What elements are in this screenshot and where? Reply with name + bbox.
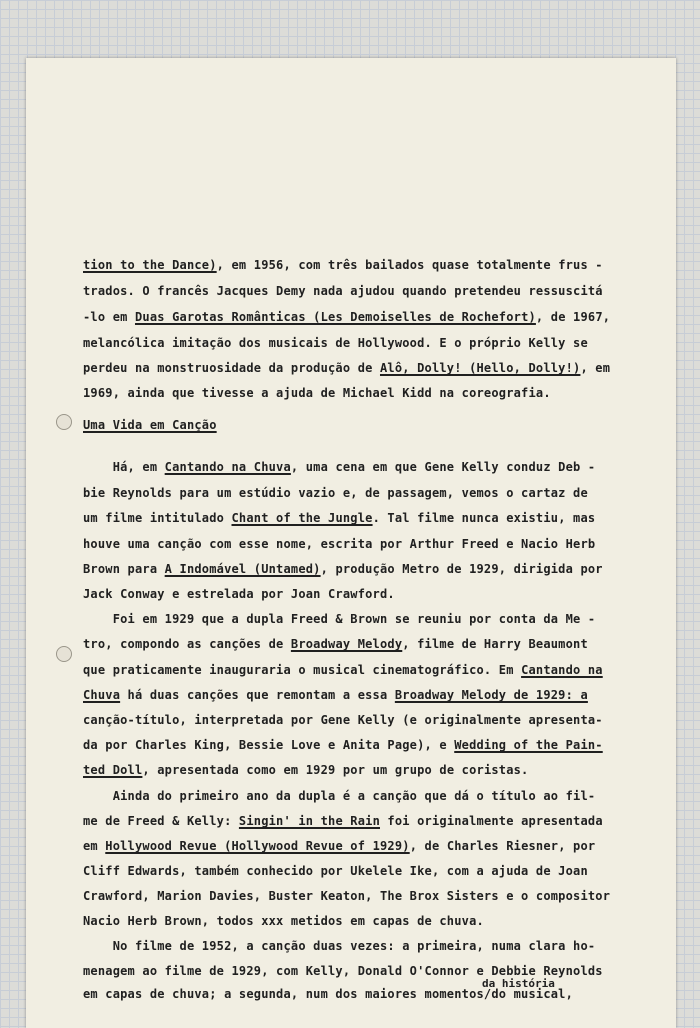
text-line-29: em capas de chuva; a segunda, num dos maiores momentos/do musical, (83, 987, 574, 1001)
text-line-2: trados. O francês Jacques Demy nada ajudou quando pretendeu ressuscitá (83, 284, 603, 298)
underlined-title: Alô, Dolly! (Hello, Dolly!) (379, 361, 581, 375)
text-line-10: um filme intitulado Chant of the Jungle. Tal filme nunca existiu, mas (83, 511, 596, 525)
underlined-title: Cantando na (521, 663, 603, 677)
underlined-title: Broadway Melody de 1929: a (394, 688, 588, 702)
text-line-19: da por Charles King, Bessie Love e Anita Page), e Wedding of the Pain- (83, 738, 603, 752)
text-line-18: canção-título, interpretada por Gene Kelly (e originalmente apresenta- (83, 713, 603, 727)
underlined-title: Wedding of the Pain- (454, 738, 603, 752)
underlined-title: Singin' in the Rain (238, 814, 380, 828)
underlined-title: Broadway Melody (290, 637, 403, 651)
text-line-22: me de Freed & Kelly: Singin' in the Rain foi originalmente apresentada (83, 814, 603, 828)
text-line-12: Brown para A Indomável (Untamed), produção Metro de 1929, dirigida por (83, 562, 603, 576)
underlined-title: Duas Garotas Românticas (Les Demoiselles de Rochefort) (134, 310, 536, 324)
text-line-8: Há, em Cantando na Chuva, uma cena em que Gene Kelly conduz Deb - (83, 460, 596, 474)
text-line-6: 1969, ainda que tivesse a ajuda de Michael Kidd na coreografia. (83, 386, 551, 400)
text-line-16: que praticamente inauguraria o musical cinematográfico. Em Cantando na (83, 663, 603, 677)
text-line-21: Ainda do primeiro ano da dupla é a canção que dá o título ao fil- (83, 789, 596, 803)
underlined-title: Cantando na Chuva (164, 460, 291, 474)
text-line-26: Nacio Herb Brown, todos xxx metidos em capas de chuva. (83, 914, 484, 928)
underlined-title: ted Doll (83, 763, 143, 777)
text-line-20: ted Doll, apresentada como em 1929 por um grupo de coristas. (83, 763, 529, 777)
text-line-9: bie Reynolds para um estúdio vazio e, de passagem, vemos o cartaz de (83, 486, 588, 500)
text-line-28: menagem ao filme de 1929, com Kelly, Donald O'Connor e Debbie Reynolds (83, 964, 603, 978)
section-heading: Uma Vida em Canção (83, 418, 217, 432)
text-line-24: Cliff Edwards, também conhecido por Ukelele Ike, com a ajuda de Joan (83, 864, 588, 878)
text-line-11: houve uma canção com esse nome, escrita por Arthur Freed e Nacio Herb (83, 537, 596, 551)
underlined-title: A Indomável (Untamed) (164, 562, 321, 576)
text-line-4: melancólica imitação dos musicais de Hollywood. E o próprio Kelly se (83, 336, 588, 350)
text-line-23: em Hollywood Revue (Hollywood Revue of 1929), de Charles Riesner, por (83, 839, 596, 853)
text-line-27: No filme de 1952, a canção duas vezes: a primeira, numa clara ho- (83, 939, 596, 953)
underlined-title: Chuva (83, 688, 121, 702)
underlined-title: Chant of the Jungle (231, 511, 373, 525)
handwritten-insertion: da história (482, 977, 555, 990)
punch-hole-bottom (56, 646, 72, 662)
punch-hole-top (56, 414, 72, 430)
text-line-13: Jack Conway e estrelada por Joan Crawford. (83, 587, 395, 601)
text-line-1: tion to the Dance), em 1956, com três bailados quase totalmente frus - (83, 258, 603, 272)
text-line-5: perdeu na monstruosidade da produção de Alô, Dolly! (Hello, Dolly!), em (83, 361, 611, 375)
text-line-14: Foi em 1929 que a dupla Freed & Brown se reuniu por conta da Me - (83, 612, 596, 626)
text-line-3: -lo em Duas Garotas Românticas (Les Demoiselles de Rochefort), de 1967, (83, 310, 611, 324)
text-line-25: Crawford, Marion Davies, Buster Keaton, The Brox Sisters e o compositor (83, 889, 611, 903)
underlined-title: tion to the Dance) (83, 258, 217, 272)
typewritten-page (26, 58, 676, 1028)
text-line-15: tro, compondo as canções de Broadway Melody, filme de Harry Beaumont (83, 637, 588, 651)
underlined-title: Hollywood Revue (Hollywood Revue of 1929) (105, 839, 410, 853)
text-line-17: Chuva há duas canções que remontam a essa Broadway Melody de 1929: a (83, 688, 588, 702)
